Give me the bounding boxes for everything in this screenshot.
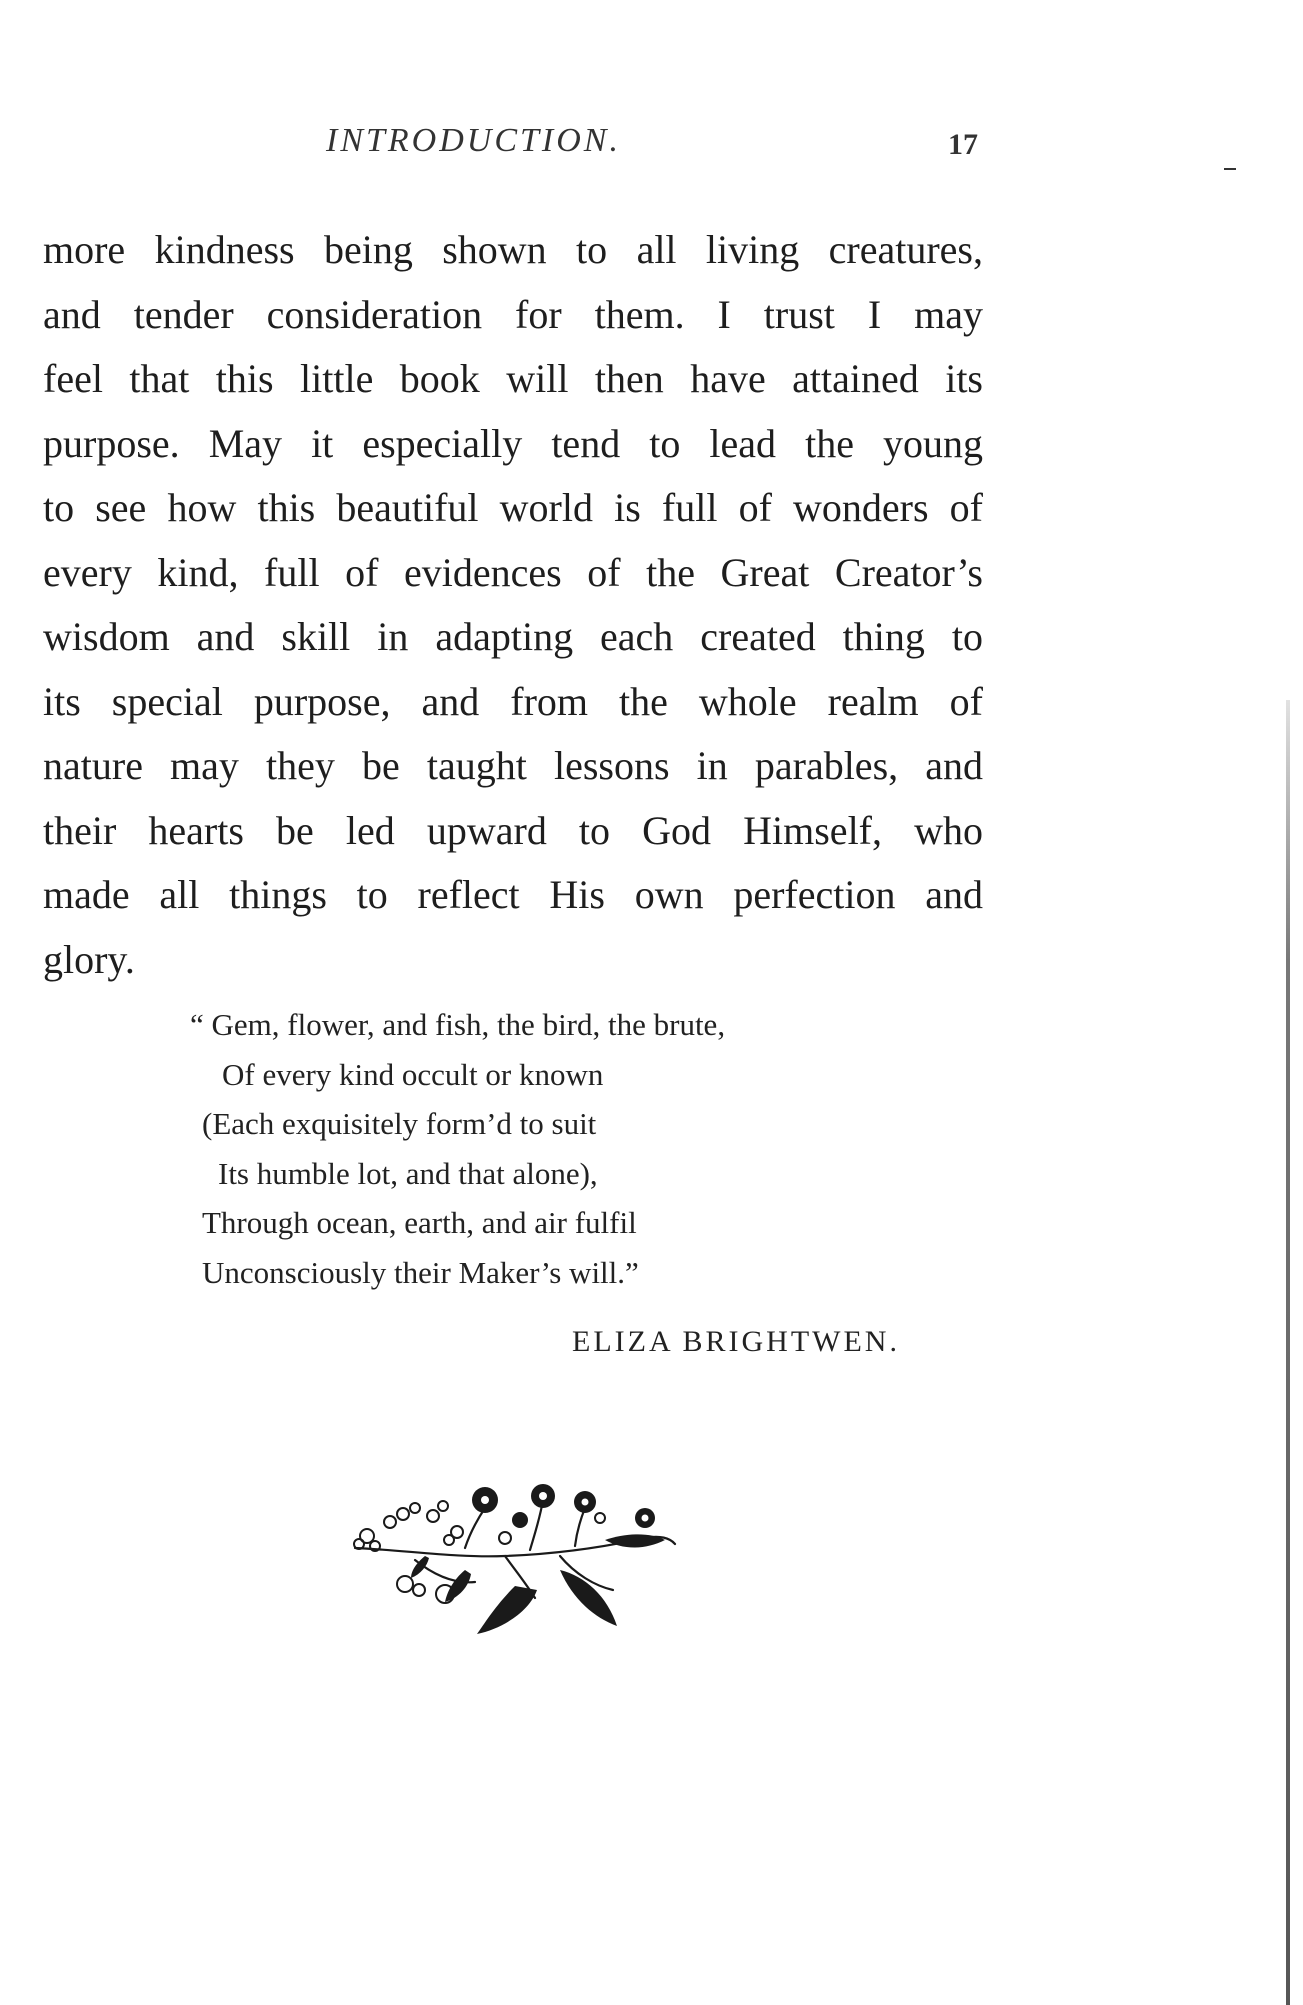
- page-number: 17: [948, 128, 978, 161]
- body-line: every kind, full of evidences of the Great Creator’s: [43, 549, 983, 595]
- body-paragraph: [43, 218, 983, 992]
- body-line: to see how this beautiful world is full of wonders of: [43, 485, 983, 530]
- author-signature: ELIZA BRIGHTWEN.: [572, 1325, 900, 1358]
- body-line: nature may they be taught lessons in parables, and: [43, 743, 983, 788]
- body-line: purpose. May it especially tend to lead the young: [43, 420, 983, 466]
- page-edge-shadow: [1286, 700, 1290, 2005]
- poem-line: (Each exquisitely form’d to suit: [202, 1106, 597, 1141]
- margin-mark: [1224, 168, 1236, 170]
- body-line: feel that this little book will then have attained its: [43, 356, 983, 401]
- poem-line: Through ocean, earth, and air fulfil: [202, 1205, 637, 1240]
- running-head: [0, 122, 1303, 172]
- body-line: more kindness being shown to all living creatures,: [43, 227, 983, 272]
- body-line: and tender consideration for them. I trust I may: [43, 291, 983, 337]
- floral-branch-icon: [345, 1478, 685, 1636]
- poem-line: Its humble lot, and that alone),: [218, 1155, 598, 1191]
- body-line: wisdom and skill in adapting each created thing to: [43, 614, 983, 659]
- poem-line: Of every kind occult or known: [222, 1056, 604, 1092]
- poem-line: Unconsciously their Maker’s will.”: [202, 1254, 639, 1290]
- body-line: their hearts be led upward to God Himself, who: [43, 807, 983, 853]
- body-line: glory.: [43, 936, 135, 982]
- poem-line: “ Gem, flower, and fish, the bird, the brute,: [190, 1007, 726, 1042]
- poem-quotation: [190, 1000, 725, 1297]
- body-line: its special purpose, and from the whole realm of: [43, 678, 983, 724]
- body-line: made all things to reflect His own perfection and: [43, 872, 983, 917]
- running-title: INTRODUCTION.: [326, 122, 621, 159]
